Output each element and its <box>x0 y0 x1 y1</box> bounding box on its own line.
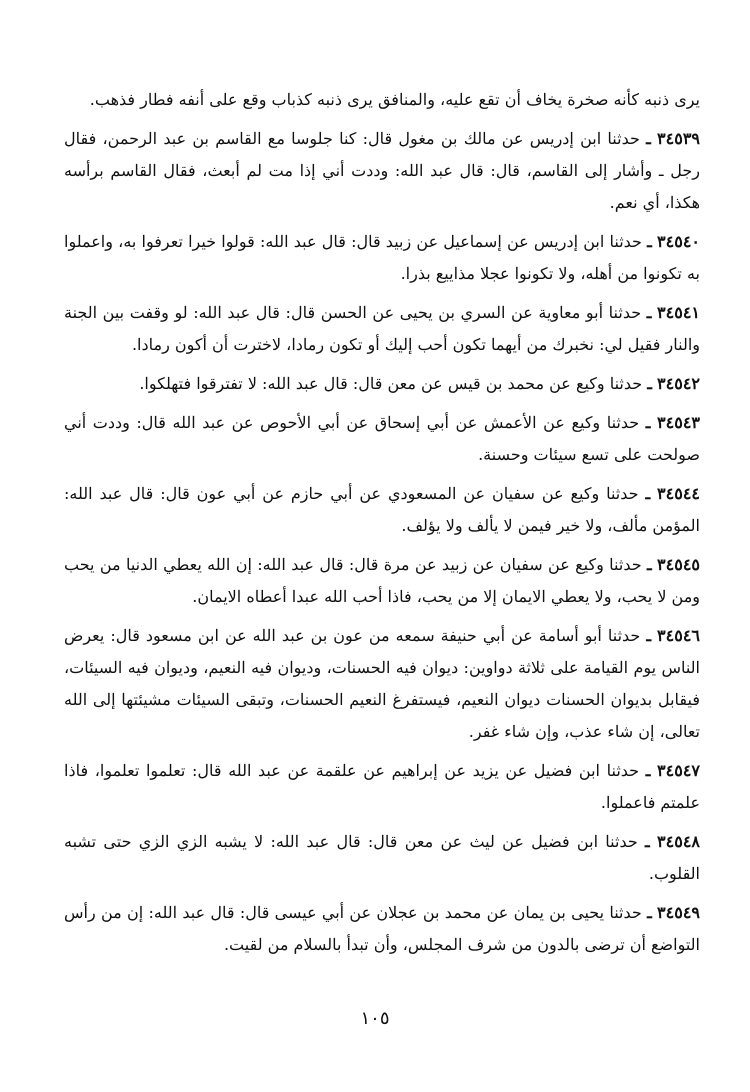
hadith-text: حدثنا ابن إدريس عن إسماعيل عن زبيد قال: قال عبد الله: قولوا خيرا تعرفوا به، واعملوا به تكونوا من أهله، ولا تكونوا عجلا مذاييع بذرا. <box>64 232 700 283</box>
separator-dash: ـ <box>645 832 650 851</box>
hadith-34546 <box>64 620 700 748</box>
hadith-number: ٣٤٥٤٣ <box>657 413 700 432</box>
hadith-34544 <box>64 478 700 542</box>
hadith-34547 <box>64 755 700 819</box>
separator-dash: ـ <box>646 303 652 322</box>
hadith-text: حدثنا وكيع عن محمد بن قيس عن معن قال: قال عبد الله: لا تفترقوا فتهلكوا. <box>139 374 643 393</box>
hadith-text: حدثنا أبو معاوية عن السري بن يحيى عن الحسن قال: قال عبد الله: لو وقفت بين الجنة والنار فقيل لي: نخبرك من أيهما تكون أحب إليك أو تكون رمادا، لاخترت أن أكون رمادا. <box>64 303 700 354</box>
hadith-text: حدثنا ابن فضيل عن ليث عن معن قال: قال عبد الله: لا يشبه الزي الزي حتى تشبه القلوب. <box>64 832 700 883</box>
hadith-text: حدثنا وكيع عن سفيان عن زبيد عن مرة قال: قال عبد الله: إن الله يعطي الدنيا من يحب ومن لا يحب، ولا يعطي الايمان إلا من يحب، فاذا أحب الله عبدا أعطاه الايمان. <box>64 555 700 606</box>
hadith-34541 <box>64 297 700 361</box>
hadith-number: ٣٤٥٤٦ <box>657 626 700 645</box>
separator-dash: ـ <box>646 555 652 574</box>
intro-paragraph: يرى ذنبه كأنه صخرة يخاف أن تقع عليه، والمنافق يرى ذنبه كذباب وقع على أنفه فطار فذهب. <box>89 90 700 109</box>
hadith-number: ٣٤٥٤٢ <box>657 374 700 393</box>
hadith-text: حدثنا ابن إدريس عن مالك بن مغول قال: كنا جلوسا مع القاسم بن عبد الرحمن، فقال رجل ـ وأشار إلى القاسم، قال: قال عبد الله: وددت أني إذا مت لم أبعث، فقال القاسم برأسه هكذا، أي نعم. <box>64 129 700 212</box>
hadith-number: ٣٤٥٤٤ <box>657 484 700 503</box>
hadith-34549 <box>64 897 700 961</box>
hadith-text: حدثنا أبو أسامة عن أبي حنيفة سمعه من عون بن عبد الله عن ابن مسعود قال: يعرض الناس يوم القيامة على ثلاثة دواوين: ديوان فيه الحسنات، وديوان فيه النعيم، وديوان فيه السيئات، فيقابل بديوان الحسنات ديوان النعيم، فيستفرغ النعيم الحسنات، وتبقى السيئات مشيئتها إلى الله تعالى، إن شاء عذب، وإن شاء غفر. <box>64 626 700 741</box>
hadith-number: ٣٤٥٣٩ <box>657 129 701 148</box>
separator-dash: ـ <box>645 761 651 780</box>
hadith-text: حدثنا وكيع عن سفيان عن المسعودي عن أبي حازم عن أبي عون قال: قال عبد الله: المؤمن مألف، ولا خير فيمن لا يألف ولا يؤلف. <box>64 484 700 535</box>
separator-dash: ـ <box>646 626 652 645</box>
separator-dash: ـ <box>645 484 651 503</box>
hadith-text: حدثنا ابن فضيل عن يزيد عن إبراهيم عن علقمة عن عبد الله قال: تعلموا تعلموا، فاذا علمتم فاعملوا. <box>64 761 700 812</box>
hadith-number: ٣٤٥٤٨ <box>657 832 700 851</box>
hadith-number: ٣٤٥٤٧ <box>657 761 700 780</box>
hadith-34540 <box>64 226 700 290</box>
hadith-number: ٣٤٥٤١ <box>657 303 700 322</box>
page-number: ١٠٥ <box>360 1008 390 1029</box>
hadith-34545 <box>64 549 700 613</box>
page-body <box>64 84 700 968</box>
hadith-text: حدثنا وكيع عن الأعمش عن أبي إسحاق عن أبي الأحوص عن عبد الله قال: وددت أني صولحت على تسع سيئات وحسنة. <box>64 413 700 464</box>
separator-dash: ـ <box>647 232 652 251</box>
hadith-34542 <box>64 368 700 400</box>
separator-dash: ـ <box>647 374 652 393</box>
hadith-34543 <box>64 407 700 471</box>
hadith-34539 <box>64 123 700 219</box>
separator-dash: ـ <box>647 903 652 922</box>
separator-dash: ـ <box>645 413 651 432</box>
hadith-text: حدثنا يحيى بن يمان عن محمد بن عجلان عن أبي عيسى قال: قال عبد الله: إن من رأس التواضع أن ترضى بالدون من شرف المجلس، وأن تبدأ بالسلام من لقيت. <box>64 903 700 954</box>
hadith-34548 <box>64 826 700 890</box>
hadith-number: ٣٤٥٤٠ <box>657 232 701 251</box>
separator-dash: ـ <box>646 129 651 148</box>
hadith-number: ٣٤٥٤٩ <box>657 903 700 922</box>
hadith-number: ٣٤٥٤٥ <box>657 555 700 574</box>
